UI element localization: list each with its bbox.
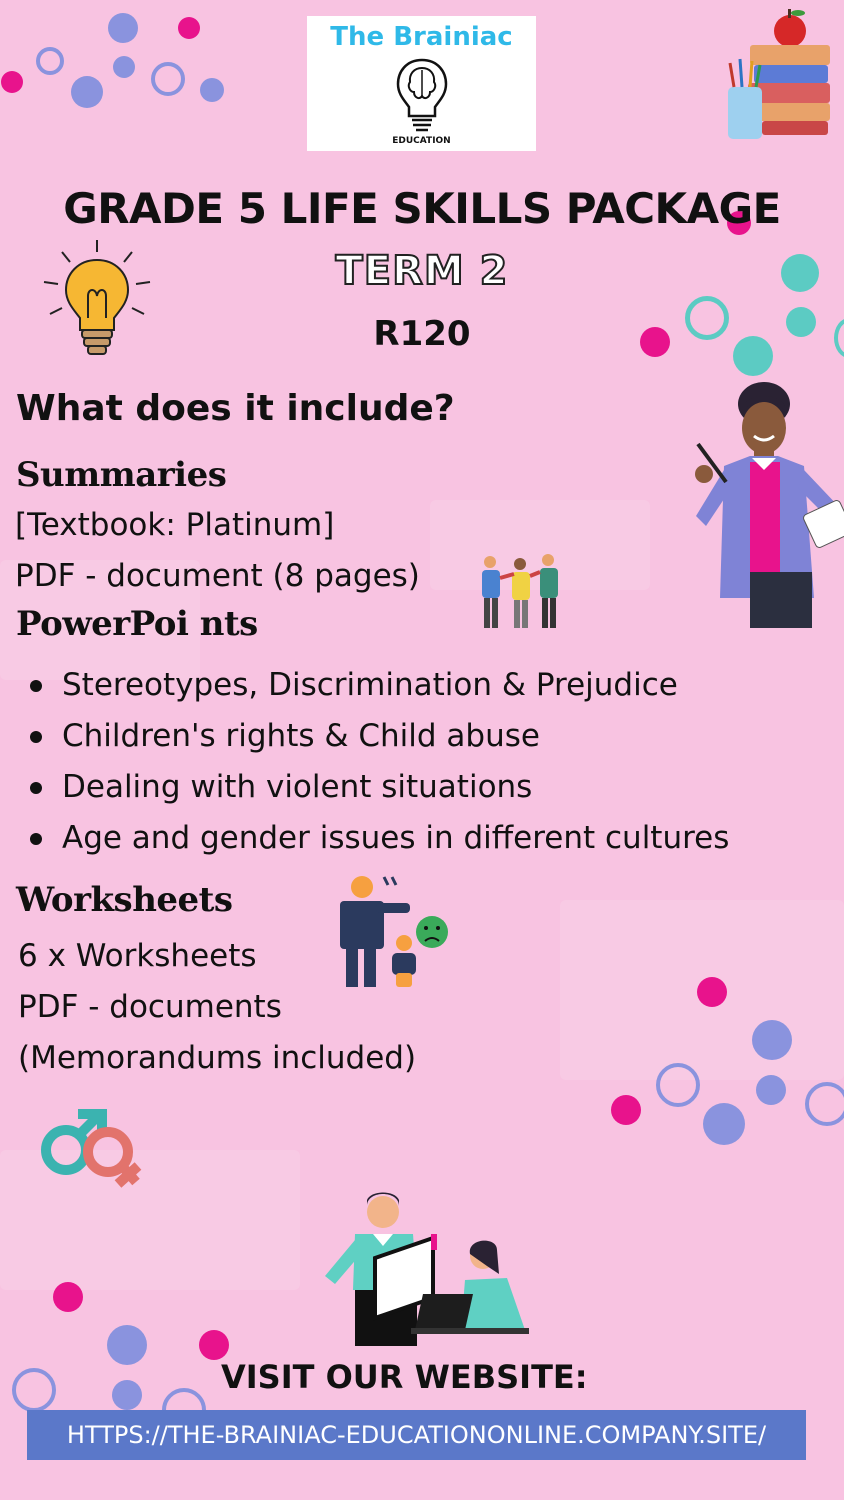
decor-dot	[200, 78, 224, 102]
visit-website-label: VISIT OUR WEBSITE:	[221, 1358, 588, 1396]
website-link[interactable]: HTTPS://THE-BRAINIAC-EDUCATIONONLINE.COMPANY.SITE/	[27, 1410, 806, 1460]
decor-dot	[36, 47, 64, 75]
worksheets-count: 6 x Worksheets	[18, 938, 257, 974]
decor-dot	[53, 1282, 83, 1312]
powerpoints-list	[16, 664, 729, 868]
decor-dot	[113, 56, 135, 78]
list-item-text: Stereotypes, Discrimination & Prejudice	[62, 667, 678, 703]
decor-dot	[71, 76, 103, 108]
decor-dot	[151, 62, 185, 96]
summaries-textbook: [Textbook: Platinum]	[15, 507, 335, 543]
brand-logo	[307, 16, 536, 151]
decor-dot	[12, 1368, 56, 1412]
group-people-icon	[476, 552, 568, 632]
bullet-icon	[30, 731, 42, 743]
summaries-pdf: PDF - document (8 pages)	[15, 558, 420, 594]
powerpoints-heading: PowerPoi nts	[16, 604, 258, 644]
price-label: R120	[373, 314, 471, 354]
decor-dot	[1, 71, 23, 93]
decor-dot	[178, 17, 200, 39]
decor-dot	[108, 13, 138, 43]
bullet-icon	[30, 833, 42, 845]
teacher-illustration	[690, 378, 844, 633]
term-label: TERM 2	[335, 248, 509, 294]
list-item	[16, 715, 729, 766]
decor-dot	[112, 1380, 142, 1410]
list-item	[16, 817, 729, 868]
decor-dot	[805, 1082, 844, 1126]
gender-symbol-icon	[26, 1106, 144, 1194]
logo-subtitle: EDUCATION	[392, 136, 451, 146]
worksheets-heading: Worksheets	[16, 880, 233, 920]
summaries-heading: Summaries	[16, 455, 227, 495]
brain-bulb-icon	[392, 56, 452, 134]
list-item-text: Age and gender issues in different cultures	[62, 820, 730, 856]
bullet-icon	[30, 680, 42, 692]
page-title: GRADE 5 LIFE SKILLS PACKAGE	[63, 184, 781, 233]
list-item	[16, 664, 729, 715]
books-apple-icon	[722, 5, 834, 140]
list-item	[16, 766, 729, 817]
worksheets-pdf: PDF - documents	[18, 989, 282, 1025]
list-item-text: Children's rights & Child abuse	[62, 718, 540, 754]
scolding-icon	[336, 873, 452, 991]
bullet-icon	[30, 782, 42, 794]
decor-dot	[752, 1020, 792, 1060]
reading-people-illustration	[315, 1190, 535, 1350]
lightbulb-icon	[40, 238, 155, 363]
decor-dot	[703, 1103, 745, 1145]
decor-dot	[199, 1330, 229, 1360]
decor-dot	[611, 1095, 641, 1125]
worksheets-memos: (Memorandums included)	[18, 1040, 417, 1076]
includes-heading: What does it include?	[16, 388, 455, 429]
decor-dot	[697, 977, 727, 1007]
decor-dot	[107, 1325, 147, 1365]
logo-title: The Brainiac	[330, 22, 513, 52]
decor-dot	[756, 1075, 786, 1105]
list-item-text: Dealing with violent situations	[62, 769, 533, 805]
decor-dot	[656, 1063, 700, 1107]
